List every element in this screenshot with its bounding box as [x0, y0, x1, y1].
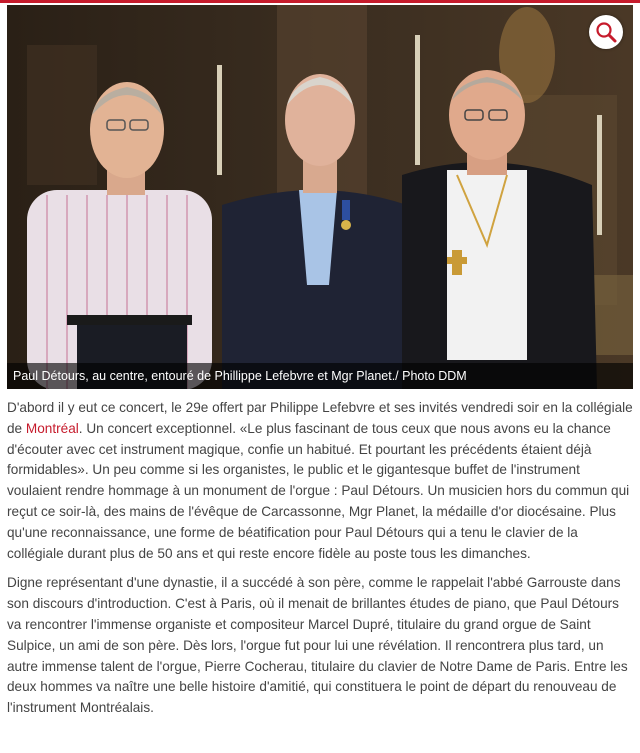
photo-caption: Paul Détours, au centre, entouré de Phillippe Lefebvre et Mgr Planet./ Photo DDM	[7, 363, 633, 389]
paragraph-1	[7, 398, 633, 564]
paragraph-1-text-b: . Un concert exceptionnel. «Le plus fascinant de tous ceux que nous avons eu la chance d'écouter avec cet instrument magique, confie un habitué. Et pourtant les précédents étaient déjà formidables». Un peu comme si les organistes, le public et le gigantesque buffet de l'instrument voulaient rendre hommage à un monument de l'orgue : Paul Détours. Un musicien hors du commun qui reçut ce soir-là, des mains de l'évêque de Carcassonne, Mgr Planet, la médaille d'or diocésaine. Plus qu'une reconnaissance, une forme de béatification pour Paul Détours qui a tenu le clavier de la collégiale durant plus de 50 ans et qui reste encore fidèle au poste tous les dimanches.	[7, 420, 630, 561]
photo-scene	[7, 5, 633, 389]
top-accent-rule	[0, 0, 640, 3]
article-body	[7, 398, 633, 728]
article-photo[interactable]	[7, 5, 633, 389]
montreal-link[interactable]: Montréal	[25, 420, 79, 436]
magnifier-icon	[594, 20, 618, 44]
paragraph-1-text-a: D'abord il y eut ce concert, le 29e offert par Philippe Lefebvre et ses invités vendredi soir en la collégiale de	[7, 400, 633, 436]
paragraph-2: Digne représentant d'une dynastie, il a succédé à son père, comme le rappelait l'abbé Garrouste dans son discours d'introduction. C'est à Paris, où il menait de brillantes études de piano, que Paul Détours va rencontrer l'immense organiste et compositeur Marcel Dupré, titulaire du grand orgue de Saint Sulpice, un ami de son père. Dès lors, l'orgue fut pour lui une révélation. Il rencontrera plus tard, un autre immense talent de l'orgue, Pierre Cocherau, titulaire du clavier de Notre Dame de Paris. Entre les deux hommes va naître une belle histoire d'amitié, qui constituera le point de départ du renouveau de l'instrument Montréalais.	[7, 575, 628, 716]
zoom-button[interactable]	[589, 15, 623, 49]
